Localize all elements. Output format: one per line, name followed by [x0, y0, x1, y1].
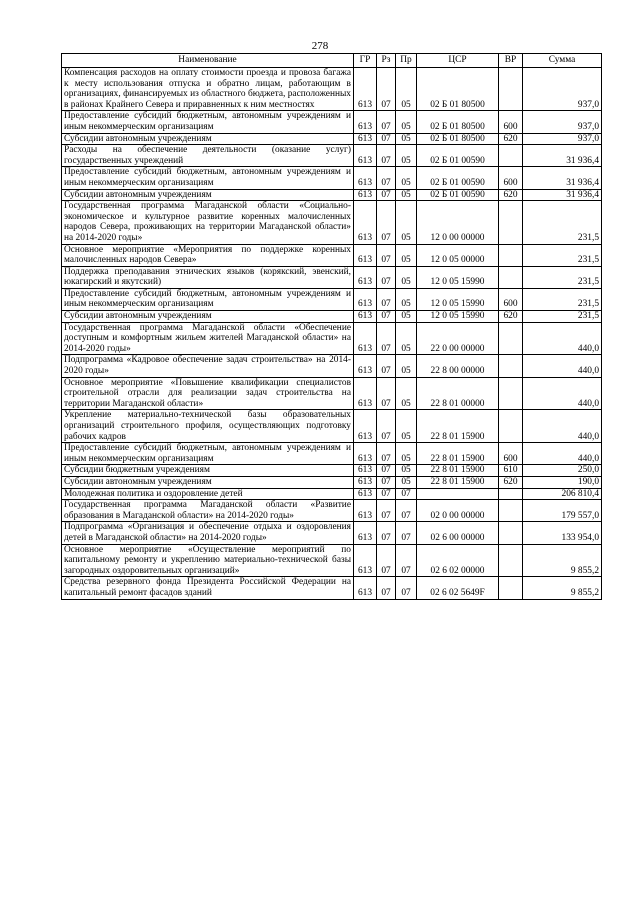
row-pr: 05 [396, 145, 417, 167]
row-gr: 613 [354, 189, 377, 201]
row-pr: 05 [396, 355, 417, 377]
row-vr [499, 68, 523, 111]
row-csr: 12 0 05 00000 [417, 244, 499, 266]
row-gr: 613 [354, 201, 377, 244]
row-sum: 9 855,2 [523, 544, 602, 577]
row-name: Укрепление материально-технической базы образовательных организаций строительного профиля, осуществляющих подготовку рабочих кадров [62, 410, 354, 443]
row-sum: 31 936,4 [523, 167, 602, 189]
row-gr: 613 [354, 288, 377, 310]
row-rz: 07 [377, 201, 396, 244]
row-vr [499, 410, 523, 443]
row-pr: 07 [396, 500, 417, 522]
row-name: Подпрограмма «Кадровое обеспечение задач строительства» на 2014-2020 годы» [62, 355, 354, 377]
row-gr: 613 [354, 488, 377, 500]
row-gr: 613 [354, 311, 377, 323]
row-csr: 02 Б 01 80500 [417, 68, 499, 111]
row-gr: 613 [354, 266, 377, 288]
row-rz: 07 [377, 410, 396, 443]
row-sum: 206 810,4 [523, 488, 602, 500]
row-csr: 02 Б 01 80500 [417, 111, 499, 133]
table-row [62, 311, 602, 323]
table-row [62, 500, 602, 522]
row-sum: 937,0 [523, 133, 602, 145]
row-gr: 613 [354, 500, 377, 522]
row-sum: 231,5 [523, 266, 602, 288]
row-pr: 07 [396, 577, 417, 599]
row-pr: 05 [396, 68, 417, 111]
table-row [62, 189, 602, 201]
row-name: Субсидии автономным учреждениям [62, 133, 354, 145]
row-name: Государственная программа Магаданской области «Социально-экономическое и культурное развитие коренных малочисленных народов Севера, проживающих на территории Магаданской области» на 2014-2020 годы» [62, 201, 354, 244]
table-row [62, 443, 602, 465]
row-name: Основное мероприятие «Повышение квалификации специалистов строительной отрасли для реализации задач строительства на территории Магаданской области» [62, 377, 354, 410]
row-gr: 613 [354, 377, 377, 410]
row-name: Предоставление субсидий бюджетным, автономным учреждениям и иным некоммерческим организациям [62, 167, 354, 189]
table-row [62, 488, 602, 500]
row-vr: 620 [499, 476, 523, 488]
row-name: Компенсация расходов на оплату стоимости проезда и провоза багажа к месту использования отпуска и обратно лицам, работающим в организациях, финансируемых из областного бюджета, расположенных в районах Крайнего Севера и приравненных к ним местностях [62, 68, 354, 111]
row-csr: 02 0 00 00000 [417, 500, 499, 522]
row-pr: 05 [396, 167, 417, 189]
row-rz: 07 [377, 355, 396, 377]
row-pr: 07 [396, 522, 417, 544]
row-pr: 05 [396, 311, 417, 323]
row-rz: 07 [377, 145, 396, 167]
row-pr: 05 [396, 266, 417, 288]
header-csr: ЦСР [417, 54, 499, 68]
table-body [62, 68, 602, 600]
row-pr: 05 [396, 377, 417, 410]
row-name: Поддержка преподавания этнических языков (корякский, эвенский, юкагирский и якутский) [62, 266, 354, 288]
row-name: Субсидии автономным учреждениям [62, 311, 354, 323]
row-rz: 07 [377, 311, 396, 323]
row-csr: 02 Б 01 80500 [417, 133, 499, 145]
row-gr: 613 [354, 577, 377, 599]
row-vr [499, 377, 523, 410]
row-csr: 12 0 05 15990 [417, 288, 499, 310]
row-rz: 07 [377, 476, 396, 488]
row-gr: 613 [354, 145, 377, 167]
row-sum: 937,0 [523, 68, 602, 111]
row-pr: 05 [396, 443, 417, 465]
row-rz: 07 [377, 288, 396, 310]
row-rz: 07 [377, 488, 396, 500]
header-gr: ГР [354, 54, 377, 68]
table-row [62, 322, 602, 355]
row-rz: 07 [377, 544, 396, 577]
row-vr [499, 322, 523, 355]
table-row [62, 201, 602, 244]
row-vr [499, 577, 523, 599]
row-vr: 600 [499, 167, 523, 189]
row-sum: 440,0 [523, 322, 602, 355]
table-row [62, 577, 602, 599]
row-vr [499, 355, 523, 377]
row-gr: 613 [354, 322, 377, 355]
row-csr: 12 0 05 15990 [417, 266, 499, 288]
header-sum: Сумма [523, 54, 602, 68]
row-gr: 613 [354, 443, 377, 465]
row-csr: 12 0 05 15990 [417, 311, 499, 323]
row-gr: 613 [354, 476, 377, 488]
row-rz: 07 [377, 266, 396, 288]
row-sum: 440,0 [523, 355, 602, 377]
row-sum: 231,5 [523, 244, 602, 266]
row-csr: 12 0 00 00000 [417, 201, 499, 244]
row-vr [499, 201, 523, 244]
row-vr [499, 266, 523, 288]
table-row [62, 355, 602, 377]
row-rz: 07 [377, 322, 396, 355]
row-sum: 31 936,4 [523, 189, 602, 201]
row-gr: 613 [354, 522, 377, 544]
row-vr [499, 488, 523, 500]
row-name: Предоставление субсидий бюджетным, автономным учреждениям и иным некоммерческим организациям [62, 111, 354, 133]
row-gr: 613 [354, 68, 377, 111]
row-pr: 07 [396, 488, 417, 500]
header-name: Наименование [62, 54, 354, 68]
table-row [62, 465, 602, 477]
table-row [62, 410, 602, 443]
row-vr: 600 [499, 443, 523, 465]
row-gr: 613 [354, 544, 377, 577]
table-row [62, 68, 602, 111]
row-pr: 05 [396, 244, 417, 266]
table-row [62, 133, 602, 145]
row-csr: 02 6 00 00000 [417, 522, 499, 544]
row-rz: 07 [377, 189, 396, 201]
row-rz: 07 [377, 111, 396, 133]
row-sum: 440,0 [523, 410, 602, 443]
row-rz: 07 [377, 522, 396, 544]
row-name: Основное мероприятие «Осуществление мероприятий по капитальному ремонту и укреплению материально-технической базы загородных оздоровительных организаций» [62, 544, 354, 577]
row-sum: 231,5 [523, 288, 602, 310]
table-row [62, 111, 602, 133]
row-gr: 613 [354, 167, 377, 189]
row-pr: 05 [396, 201, 417, 244]
row-pr: 05 [396, 288, 417, 310]
table-row [62, 522, 602, 544]
row-name: Субсидии автономным учреждениям [62, 189, 354, 201]
row-gr: 613 [354, 133, 377, 145]
row-csr: 22 8 01 00000 [417, 377, 499, 410]
row-name: Предоставление субсидий бюджетным, автономным учреждениям и иным некоммерческим организациям [62, 288, 354, 310]
table-header-row [62, 54, 602, 68]
budget-table [61, 53, 602, 600]
row-name: Расходы на обеспечение деятельности (оказание услуг) государственных учреждений [62, 145, 354, 167]
row-sum: 31 936,4 [523, 145, 602, 167]
row-pr: 05 [396, 476, 417, 488]
row-rz: 07 [377, 167, 396, 189]
row-pr: 05 [396, 133, 417, 145]
row-rz: 07 [377, 500, 396, 522]
row-name: Государственная программа Магаданской области «Обеспечение доступным и комфортным жильем жителей Магаданской области» на 2014-2020 годы» [62, 322, 354, 355]
row-vr: 610 [499, 465, 523, 477]
row-sum: 231,5 [523, 311, 602, 323]
row-sum: 937,0 [523, 111, 602, 133]
row-name: Средства резервного фонда Президента Российской Федерации на капитальный ремонт фасадов зданий [62, 577, 354, 599]
table-row [62, 167, 602, 189]
row-vr [499, 244, 523, 266]
row-name: Субсидии бюджетным учреждениям [62, 465, 354, 477]
row-rz: 07 [377, 465, 396, 477]
row-pr: 05 [396, 465, 417, 477]
table-row [62, 476, 602, 488]
row-csr: 22 8 01 15900 [417, 476, 499, 488]
table-row [62, 377, 602, 410]
page-number: 278 [311, 40, 329, 52]
row-sum: 250,0 [523, 465, 602, 477]
row-vr: 600 [499, 288, 523, 310]
row-csr: 02 Б 01 00590 [417, 189, 499, 201]
row-vr: 620 [499, 189, 523, 201]
header-rz: Рз [377, 54, 396, 68]
row-pr: 05 [396, 111, 417, 133]
row-vr: 600 [499, 111, 523, 133]
row-name: Основное мероприятие «Мероприятия по поддержке коренных малочисленных народов Севера» [62, 244, 354, 266]
row-gr: 613 [354, 111, 377, 133]
row-sum: 133 954,0 [523, 522, 602, 544]
header-pr: Пр [396, 54, 417, 68]
row-csr: 22 8 01 15900 [417, 443, 499, 465]
row-pr: 05 [396, 410, 417, 443]
row-sum: 231,5 [523, 201, 602, 244]
row-name: Подпрограмма «Организация и обеспечение отдыха и оздоровления детей в Магаданской области» на 2014-2020 годы» [62, 522, 354, 544]
row-name: Предоставление субсидий бюджетным, автономным учреждениям и иным некоммерческим организациям [62, 443, 354, 465]
row-sum: 9 855,2 [523, 577, 602, 599]
row-vr: 620 [499, 133, 523, 145]
row-name: Субсидии автономным учреждениям [62, 476, 354, 488]
row-csr: 02 Б 01 00590 [417, 167, 499, 189]
row-rz: 07 [377, 443, 396, 465]
row-gr: 613 [354, 465, 377, 477]
row-name: Государственная программа Магаданской области «Развитие образования в Магаданской области» на 2014-2020 годы» [62, 500, 354, 522]
table-row [62, 288, 602, 310]
row-name: Молодежная политика и оздоровление детей [62, 488, 354, 500]
row-rz: 07 [377, 68, 396, 111]
row-vr [499, 500, 523, 522]
row-sum: 190,0 [523, 476, 602, 488]
row-csr: 22 8 00 00000 [417, 355, 499, 377]
row-rz: 07 [377, 377, 396, 410]
row-csr [417, 488, 499, 500]
row-pr: 07 [396, 544, 417, 577]
row-csr: 22 0 00 00000 [417, 322, 499, 355]
row-pr: 05 [396, 322, 417, 355]
row-gr: 613 [354, 410, 377, 443]
row-rz: 07 [377, 133, 396, 145]
row-csr: 22 8 01 15900 [417, 465, 499, 477]
row-csr: 02 6 02 00000 [417, 544, 499, 577]
row-gr: 613 [354, 355, 377, 377]
row-csr: 22 8 01 15900 [417, 410, 499, 443]
row-vr [499, 522, 523, 544]
row-rz: 07 [377, 577, 396, 599]
row-csr: 02 6 02 5649F [417, 577, 499, 599]
row-gr: 613 [354, 244, 377, 266]
row-csr: 02 Б 01 00590 [417, 145, 499, 167]
row-sum: 179 557,0 [523, 500, 602, 522]
row-sum: 440,0 [523, 377, 602, 410]
table-row [62, 244, 602, 266]
row-pr: 05 [396, 189, 417, 201]
table-row [62, 145, 602, 167]
table-row [62, 266, 602, 288]
row-vr [499, 145, 523, 167]
row-sum: 440,0 [523, 443, 602, 465]
row-vr: 620 [499, 311, 523, 323]
header-vr: ВР [499, 54, 523, 68]
row-rz: 07 [377, 244, 396, 266]
row-vr [499, 544, 523, 577]
table-row [62, 544, 602, 577]
